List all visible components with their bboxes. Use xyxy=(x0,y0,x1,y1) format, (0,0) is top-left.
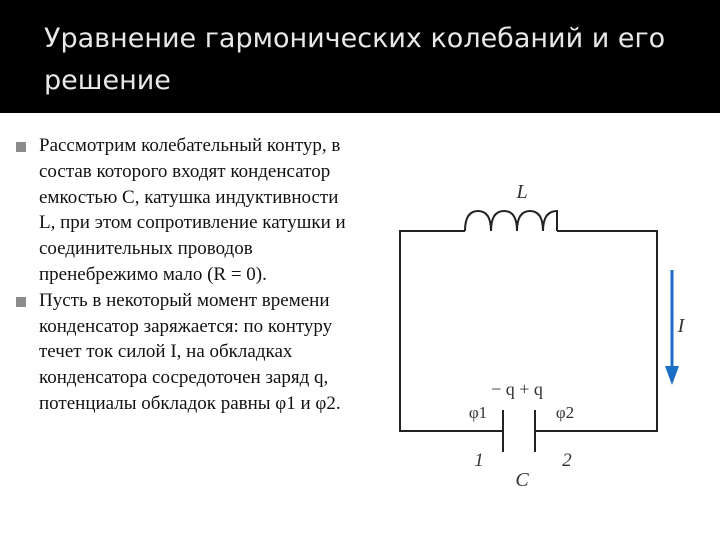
inductor-label: L xyxy=(516,181,528,203)
plate2-label: 2 xyxy=(562,450,572,471)
bullet-text: Рассмотрим колебательный контур, в состав которого входят конденсатор емкостью C, катушка индуктивности L, при этом сопротивление катушки и соединительных проводов пренебрежимо мало (R = 0). xyxy=(39,135,346,285)
bullet-item xyxy=(16,288,356,417)
phi1-label: φ1 xyxy=(468,403,488,422)
charge-label: − q + q xyxy=(491,379,543,399)
bullet-list xyxy=(16,133,356,417)
current-label: I xyxy=(677,315,685,337)
plate1-label: 1 xyxy=(474,450,484,471)
lc-circuit-diagram xyxy=(385,175,685,505)
bullet-marker-icon xyxy=(16,297,26,307)
slide-header xyxy=(0,0,720,113)
bullet-item xyxy=(16,133,356,288)
circuit-wire xyxy=(400,231,657,431)
capacitor-label: C xyxy=(515,469,529,491)
current-arrow-head-icon xyxy=(665,366,679,385)
slide-title: Уравнение гармонических колебаний и его решение xyxy=(44,23,666,96)
phi2-label: φ2 xyxy=(555,403,575,422)
inductor-coil xyxy=(465,211,557,231)
bullet-marker-icon xyxy=(16,142,26,152)
bullet-text: Пусть в некоторый момент времени конденсатор заряжается: по контуру течет ток силой I, на обкладках конденсатора сосредоточен заряд q, потенциалы обкладок равны φ1 и φ2. xyxy=(39,289,341,414)
